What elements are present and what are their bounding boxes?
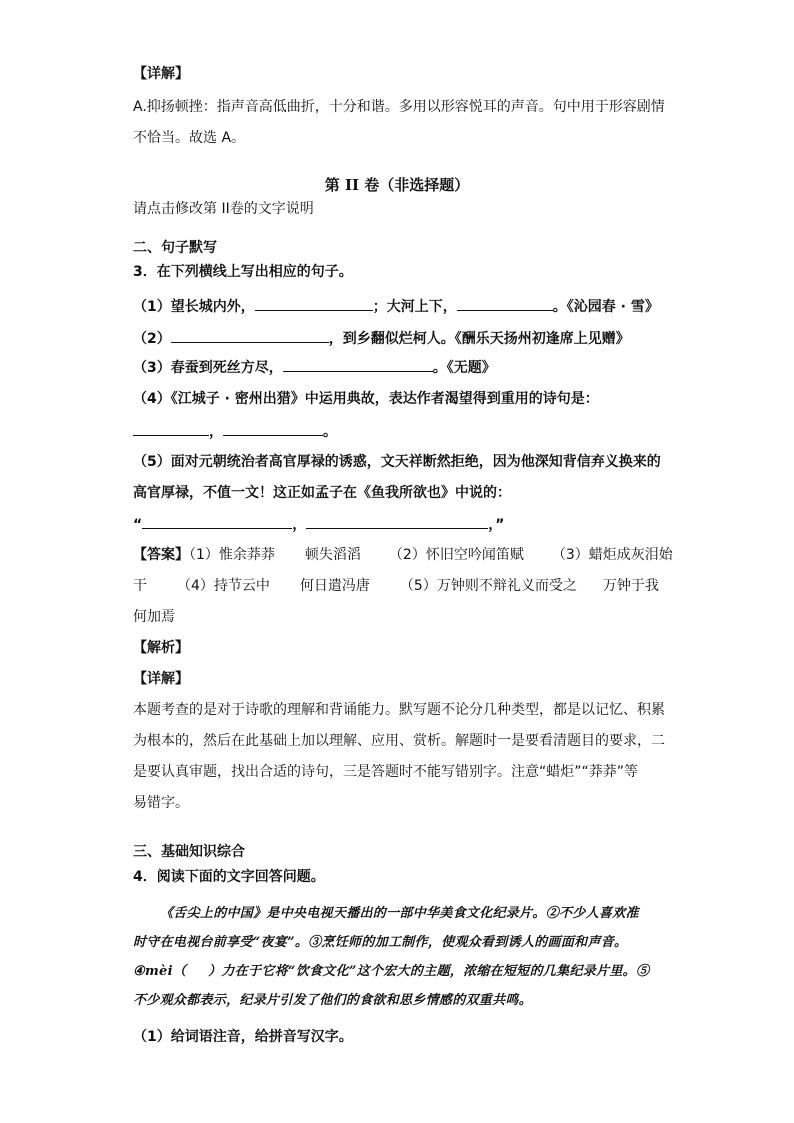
question-3-item-2 xyxy=(133,328,630,349)
answer-label: 【答案】 xyxy=(133,547,189,563)
question-3-item-1 xyxy=(133,296,659,317)
item-5-open-quote: “ xyxy=(133,517,143,533)
detail-line-2: 为根本的，然后在此基础上加以理解、应用、赏析。解题时一是要看清题目的要求，二 xyxy=(133,733,665,749)
passage-line-2: 时守在电视台前享受“夜宴”。③烹饪师的加工制作，使观众看到诱人的画面和声音。 xyxy=(133,935,628,950)
blank-3a xyxy=(283,357,433,372)
question-3-item-5-cont: 高官厚禄，不值一文！这正如孟子在《鱼我所欲也》中说的： xyxy=(133,485,511,501)
detail-heading-2: 【详解】 xyxy=(133,671,189,687)
item-3-text-a: （3）春蚕到死丝方尽， xyxy=(133,360,283,376)
answer-1: （1）惟余莽莽 xyxy=(189,547,275,563)
part-ii-title: 第 II 卷（非选择题） xyxy=(324,176,470,194)
blank-5a xyxy=(142,514,292,529)
blank-4b xyxy=(223,421,323,436)
answer-line-3: 何加焉 xyxy=(133,609,175,625)
answer-7: 何日遣冯唐 xyxy=(299,578,370,594)
blank-5b xyxy=(306,514,488,529)
detail-line-4: 易错字。 xyxy=(133,795,189,811)
passage-line-3 xyxy=(133,962,649,982)
detail-line-1: 本题考查的是对于诗歌的理解和背诵能力。默写题不论分几种类型，都是以记忆、积累 xyxy=(133,702,665,718)
item-4-comma: ， xyxy=(209,424,223,440)
explanation-line-1: A.抑扬顿挫：指声音高低曲折，十分和谐。多用以形容悦耳的声音。句中用于形容剧情 xyxy=(133,99,665,115)
blank-1a xyxy=(255,296,373,311)
part-ii-note: 请点击修改第 II卷的文字说明 xyxy=(133,201,314,217)
item-1-text-c: 。《沁园春 · 雪》 xyxy=(552,299,659,315)
item-5-close: ，” xyxy=(488,517,505,533)
question-3-stem: 3．在下列横线上写出相应的句子。 xyxy=(133,264,353,280)
answer-2: 顿失滔滔 xyxy=(304,547,361,563)
answer-line-2 xyxy=(133,576,659,596)
question-4-sub-1: （1）给词语注音，给拼音写汉字。 xyxy=(133,1029,353,1045)
item-5-comma: ， xyxy=(292,517,307,533)
item-4-period: 。 xyxy=(323,424,337,440)
answer-line-1 xyxy=(133,545,673,565)
answer-3: （2）怀旧空吟闻笛赋 xyxy=(388,547,524,563)
answer-8: （5）万钟则不辩礼义而受之 xyxy=(399,578,577,594)
answer-4: （3）蜡炬成灰泪始 xyxy=(551,547,673,563)
question-3-item-5: （5）面对元朝统治者高官厚禄的诱惑，文天祥断然拒绝，因为他深知背信弃义换来的 xyxy=(133,454,661,470)
detail-line-3: 是要认真审题，找出合适的诗句，三是答题时不能写错别字。注意“蜡炬”“莽莽”等 xyxy=(133,764,639,780)
section-3-heading: 三、基础知识综合 xyxy=(133,844,245,860)
section-2-heading: 二、句子默写 xyxy=(133,240,217,256)
passage-line-3-rest: ）力在于它将“饮食文化”这个宏大的主题，浓缩在短短的几集纪录片里。⑤ xyxy=(208,964,650,979)
item-1-text-a: （1）望长城内外， xyxy=(133,299,255,315)
question-3-item-4-blanks xyxy=(133,421,337,442)
question-3-item-3 xyxy=(133,357,496,378)
answer-5: 干 xyxy=(133,578,147,594)
passage-line-1: 《舌尖上的中国》是中央电视天播出的一部中华美食文化纪录片。②不少人喜欢准 xyxy=(160,906,639,921)
blank-1b xyxy=(457,296,553,311)
question-3-item-4: （4）《江城子 · 密州出猎》中运用典故，表达作者渴望得到重用的诗句是： xyxy=(133,391,599,407)
item-2-text-a: （2） xyxy=(133,331,171,347)
blank-4a xyxy=(133,421,209,436)
item-1-text-b: ；大河上下， xyxy=(372,299,457,315)
question-4-stem: 4．阅读下面的文字回答问题。 xyxy=(133,869,325,885)
passage-line-4: 不少观众都表示，纪录片引发了他们的食欲和思乡情感的双重共鸣。 xyxy=(133,993,533,1008)
question-3-item-5-blanks xyxy=(133,514,504,535)
answer-6: （4）持节云中 xyxy=(177,578,270,594)
blank-2a xyxy=(171,328,329,343)
item-2-text-b: ，到乡翻似烂柯人。《酬乐天扬州初逢席上见赠》 xyxy=(328,331,630,347)
item-3-text-b: 。《无题》 xyxy=(432,360,496,376)
passage-pinyin: ④mèi（ xyxy=(133,964,187,979)
analysis-heading: 【解析】 xyxy=(133,640,189,656)
answer-9: 万钟于我 xyxy=(602,578,659,594)
explanation-line-2: 不恰当。故选 A。 xyxy=(133,130,246,146)
detail-heading: 【详解】 xyxy=(133,66,189,82)
